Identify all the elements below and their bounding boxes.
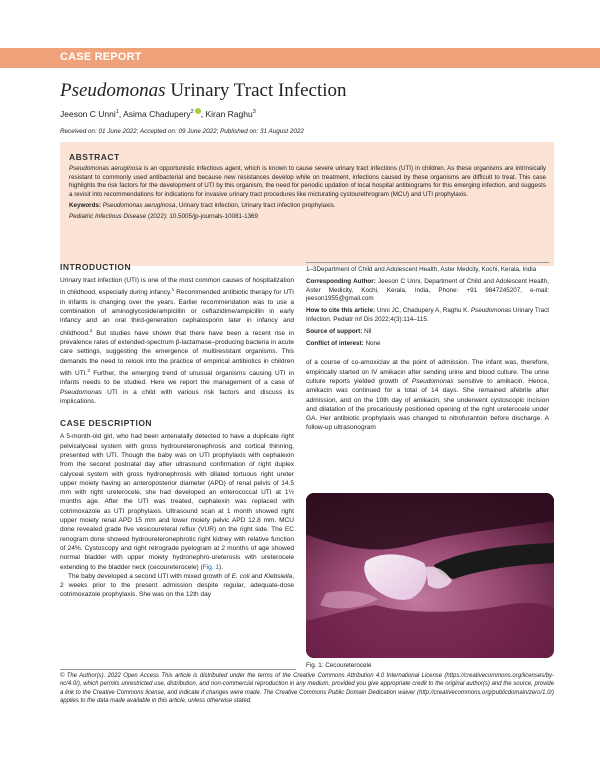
text-run: ).	[219, 563, 224, 571]
how-to-cite	[306, 307, 549, 325]
text-run: UTI in a child with various risk factors and discuss its implications.	[60, 388, 294, 406]
abstract-box	[60, 142, 554, 266]
affiliation-divider	[306, 262, 549, 263]
left-column	[60, 262, 294, 600]
italic-term: E. coli	[231, 572, 250, 580]
italic-term: Pseudomonas	[60, 388, 102, 396]
text-run: Further, the emerging trend of unusual organisms causing UTI in infants needs to be studied. Here we report the management of a case of	[60, 370, 294, 387]
cite-text-end: Urinary Tract Infection. Pediatr Inf Dis 2022;4(3):114–115.	[306, 307, 549, 323]
text-run: A 5-month-old girl, who had been antenatally detected to have a duplicate right pelvicalyceal system with gross hydroureteronephrosis and cortical thinning, presented with UTI. Though the baby was on UTI prophylaxis with cephalexin from the second postnatal day after ultrasound confirmation of right duplex calyceal system with gross hydronephrosis with dilated tortuous right ureter upper moiety having an anteroposterior diameter (APD) of renal pelvis of 14.5 mm with right ureterocele, she had developed an enterococcal UTI at 1½ months age. After the UTI was treated, cephalexin was replaced with cotrimoxazole as UTI prophylaxis. Ultrasound scan at 1 month showed right upper moiety renal APD 15 mm and lower moiety pelvic APD 12.8 mm. MCU done revealed grade five vesicoureteral reflux (VUR) on the right side. The EC renogram done showed hydroureteronephrotic right kidney with relative function of 24%. Cystoscopy and right retrograde pyelogram at 2 months of age showed normal bladder with upper moiety hydronephro-ureterosis with ureterocele extending to the bladder neck (cecoureterocele) (	[60, 433, 294, 571]
citation-doi: (2022): 10.5005/jp-journals-10081-1369	[146, 212, 259, 220]
text-run: of a course of co-amoxiclav at the point of admission. The infant was, therefore, empirically started on IV amikacin after sending urine and blood culture. The urine culture reports yielded growth of	[306, 359, 549, 385]
conflict-of-interest	[306, 340, 549, 349]
text-run: Recommended antibiotic therapy for UTI in infants is changing over the years. Earlier recommendation was to use a combination of aminoglycoside/ampicillin or ceftazidime/ampicillin in early infancy and an oral third-generation cephalosporin later in infancy and childhood.	[60, 289, 294, 337]
author-affiliation-sup: 1	[115, 109, 119, 116]
author-name: Asima Chadupery	[123, 109, 191, 119]
license-footer: © The Author(s). 2022 Open Access This article is distributed under the terms of the Creative Commons Attribution 4.0 International License (https://creativecommons.org/licenses/by-nc/4.0/), which permits unrestricted use, distribution, and non-commercial reproduction in any medium, provided you give appropriate credit to the original author(s) and the source, provide a link to the Creative Commons license, and indicate if changes were made. The Creative Commons Public Domain Dedication waiver (http://creativecommons.org/publicdomain/zero/1.0/) applies to the data made available in this article, unless otherwise stated.	[60, 673, 554, 705]
introduction-heading: INTRODUCTION	[60, 262, 132, 272]
publication-dates: Received on: 01 June 2022; Accepted on: 09 June 2022; Published on: 31 August 2022	[60, 128, 304, 135]
text-run: But studies have shown that there have been a recent rise in prevalence rates of extended-spectrum β-lactamase–producing bacteria in acute care settings, suggesting the emergence of multiresistant organisms. This demands the need to relook into the practice of empirical antibiotics in children with UTI.	[60, 329, 294, 378]
italic-term: Klebsiella	[264, 572, 293, 580]
keywords-label: Keywords:	[69, 202, 101, 210]
cystoscopy-figure	[306, 493, 554, 658]
right-column	[306, 262, 549, 433]
abstract-citation	[69, 213, 546, 222]
text-run: Urinary tract infection (UTI) is one of the most common causes of hospitalization in childhood, especially during infancy.	[60, 277, 294, 297]
article-title	[60, 80, 347, 102]
support-text: Nil	[362, 327, 372, 335]
introduction-paragraph	[60, 276, 294, 406]
citation-reference[interactable]: 1	[171, 287, 175, 293]
source-of-support	[306, 328, 549, 337]
case-paragraph	[60, 432, 294, 571]
orcid-icon[interactable]	[195, 108, 201, 114]
figure-caption: Fig. 1: Cecoureterocele	[306, 662, 372, 669]
abstract-heading: ABSTRACT	[69, 152, 120, 162]
case-continued-paragraph	[306, 358, 549, 432]
footer-divider	[60, 669, 296, 670]
cite-text: Unni JC, Chadupery A, Raghu K.	[375, 307, 471, 315]
cite-label: How to cite this article:	[306, 307, 376, 315]
keywords-text: , Urinary tract infection, Urinary tract infection prophylaxis.	[175, 202, 336, 210]
text-run: The baby developed a second UTI with mixed growth of	[68, 572, 232, 580]
author-affiliation-sup: 2	[190, 109, 194, 116]
section-band	[0, 48, 600, 68]
italic-term: Pseudomonas	[411, 377, 454, 385]
abstract-keywords	[69, 202, 546, 211]
corresponding-author	[306, 278, 549, 304]
author-name: Kiran Raghu	[205, 109, 253, 119]
abstract-text: is an opportunistic infectious agent, which is known to cause severe urinary tract infections (UTI) in children. As these organisms are intrinsically resistant to commonly used antibacterial and because new resistances develop while on treatment, infections caused by these organisms are difficult to treat. This case highlights the risk factors for the development of UTI by this organism, the need for periodic updation of local hospital antibiograms for this emerging infection, and suggests a revisit into recommendations for indications for invasive urinary tract procedures like micturating cystourethrogram (MCU) and UTI prophylaxis.	[69, 165, 547, 198]
case-heading: CASE DESCRIPTION	[60, 418, 153, 429]
figure-reference-link[interactable]: Fig. 1	[202, 563, 220, 571]
corresponding-text: Jeeson C Unni, Department of Child and Adolescent Health, Aster Medicity, Kochi, Kerala, India, Phone: +91 9847245207, e-mail: jeeson1955@gmail.com	[306, 277, 549, 303]
text-run: sensitive to amikacin. Hence, amikacin was continued for a total of 14 days. She remained afebrile after admission, and on the 10th day of amikacin, she underwent cystoscopic incision and dilatation of the precariously positioned opening of the right ureterocele under GA. Her antibiotic prophylaxis was changed to nitrofurantoin before discharge. A follow-up ultrasonogram	[306, 377, 549, 432]
cystoscopy-image	[306, 493, 554, 658]
keywords-italic: Pseudomonas aeruginosa	[102, 202, 176, 210]
author-list: Jeeson C Unni$^1$, Asima Chadupery$^2$ , Kiran Raghu$^3$	[60, 109, 256, 119]
corresponding-label: Corresponding Author:	[306, 277, 376, 285]
cite-italic: Pseudomonas	[470, 307, 512, 315]
support-label: Source of support:	[306, 327, 363, 335]
affiliation-text: 1–3Department of Child and Adolescent Health, Aster Medcity, Kochi, Kerala, India	[306, 266, 537, 273]
text-run: and	[249, 572, 265, 580]
title-rest: Urinary Tract Infection	[165, 80, 347, 101]
author-affiliation-sup: 3	[252, 109, 256, 116]
abstract-italic: Pseudomonas aeruginosa	[69, 165, 142, 172]
citation-journal: Pediatric Infectious Disease	[69, 212, 147, 220]
citation-reference[interactable]: 3	[87, 368, 90, 374]
case-paragraph	[60, 572, 294, 600]
conflict-label: Conflict of interest:	[306, 339, 364, 347]
text-run: , 2 weeks prior to the present admission despite regular, adequate-dose cotrimoxazole prophylaxis. She was on the 12th day	[60, 572, 295, 599]
section-label: CASE REPORT	[60, 51, 142, 63]
author-name: Jeeson C Unni	[60, 109, 116, 119]
conflict-text: None	[363, 339, 381, 347]
abstract-body	[69, 165, 546, 199]
citation-reference[interactable]: 2	[89, 327, 93, 333]
title-italic: Pseudomonas	[60, 80, 166, 101]
